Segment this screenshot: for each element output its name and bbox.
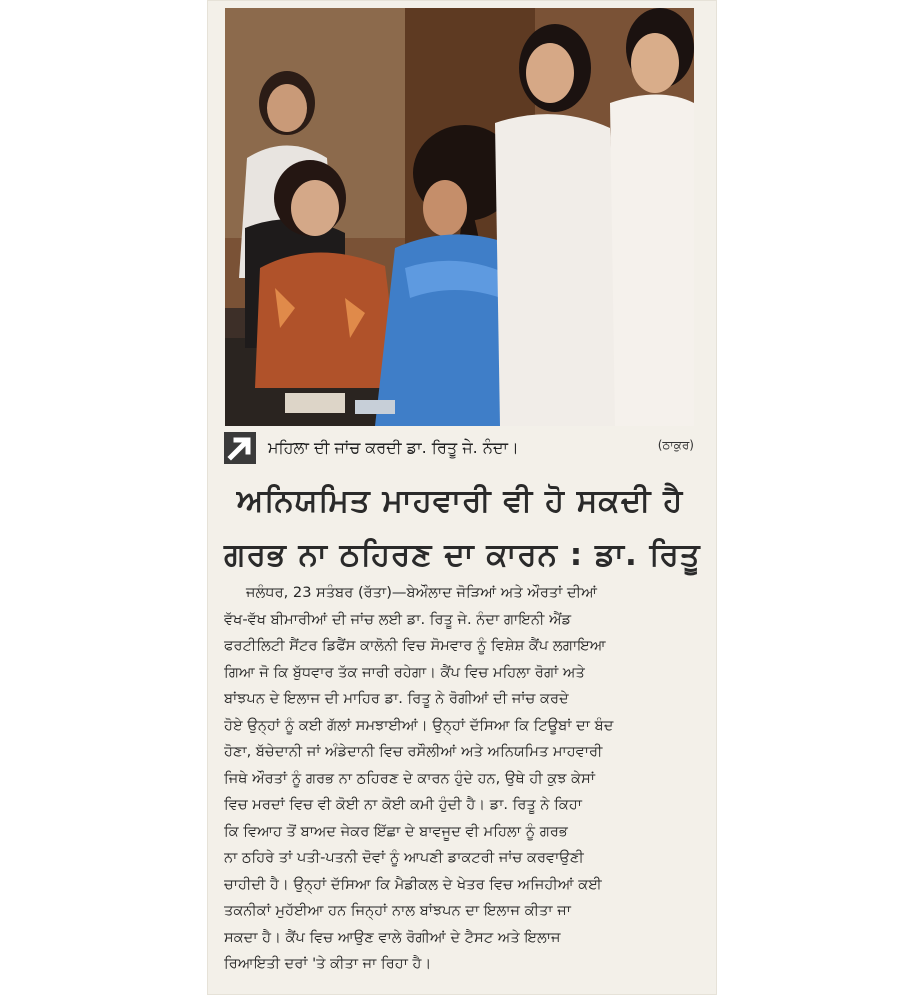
body-line: ਫਰਟੀਲਿਟੀ ਸੈਂਟਰ ਡਿਫੈਂਸ ਕਾਲੋਨੀ ਵਿਚ ਸੋਮਵਾਰ ਨੂੰ ਵਿਸ਼ੇਸ਼ ਕੈਂਪ ਲਗਾਇਆ <box>224 637 606 654</box>
headline-line-1: ਅਨਿਯਮਿਤ ਮਾਹਵਾਰੀ ਵੀ ਹੋ ਸਕਦੀ ਹੈ <box>236 483 684 519</box>
photo-caption-row <box>224 432 696 466</box>
photo-credit: (ਠਾਕੁਰ) <box>657 438 694 452</box>
headline-line-2: ਗਰਭ ਨਾ ਠਹਿਰਣ ਦਾ ਕਾਰਨ : ਡਾ. ਰਿਤੂ <box>224 537 701 573</box>
body-line: ਰਿਆਇਤੀ ਦਰਾਂ 'ਤੇ ਕੀਤਾ ਜਾ ਰਿਹਾ ਹੈ। <box>224 955 432 972</box>
news-photo <box>225 8 694 426</box>
photo-caption: ਮਹਿਲਾ ਦੀ ਜਾਂਚ ਕਰਦੀ ਡਾ. ਰਿਤੂ ਜੇ. ਨੰਦਾ। <box>268 438 519 457</box>
article-body <box>224 580 698 978</box>
body-line: ਵਿਚ ਮਰਦਾਂ ਵਿਚ ਵੀ ਕੋਈ ਨਾ ਕੋਈ ਕਮੀ ਹੁੰਦੀ ਹੈ। ਡਾ. ਰਿਤੂ ਨੇ ਕਿਹਾ <box>224 796 582 813</box>
body-line: ਬਾਂਝਪਨ ਦੇ ਇਲਾਜ ਦੀ ਮਾਹਿਰ ਡਾ. ਰਿਤੂ ਨੇ ਰੋਗੀਆਂ ਦੀ ਜਾਂਚ ਕਰਦੇ <box>224 690 569 707</box>
body-line: ਨਾ ਠਹਿਰੇ ਤਾਂ ਪਤੀ-ਪਤਨੀ ਦੋਵਾਂ ਨੂੰ ਆਪਣੀ ਡਾਕਟਰੀ ਜਾਂਚ ਕਰਵਾਉਣੀ <box>224 849 584 866</box>
body-line: ਜਲੰਧਰ, 23 ਸਤੰਬਰ (ਰੱਤਾ)—ਬੇਔਲਾਦ ਜੋੜਿਆਂ ਅਤੇ ਔਰਤਾਂ ਦੀਆਂ <box>246 584 597 601</box>
body-line: ਹੋਣਾ, ਬੱਚੇਦਾਨੀ ਜਾਂ ਅੰਡੇਦਾਨੀ ਵਿਚ ਰਸੌਲੀਆਂ ਅਤੇ ਅਨਿਯਮਿਤ ਮਾਹਵਾਰੀ <box>224 743 603 760</box>
body-line: ਜਿਥੇ ਔਰਤਾਂ ਨੂੰ ਗਰਭ ਨਾ ਠਹਿਰਣ ਦੇ ਕਾਰਨ ਹੁੰਦੇ ਹਨ, ਉਥੇ ਹੀ ਕੁਝ ਕੇਸਾਂ <box>224 769 595 787</box>
body-line: ਕਿ ਵਿਆਹ ਤੋਂ ਬਾਅਦ ਜੇਕਰ ਇੱਛਾ ਦੇ ਬਾਵਜੂਦ ਵੀ ਮਹਿਲਾ ਨੂੰ ਗਰਭ <box>224 822 568 840</box>
body-line: ਚਾਹੀਦੀ ਹੈ। ਉਨ੍ਹਾਂ ਦੱਸਿਆ ਕਿ ਮੈਡੀਕਲ ਦੇ ਖੇਤਰ ਵਿਚ ਅਜਿਹੀਆਂ ਕਈ <box>224 875 602 893</box>
headline <box>224 474 701 582</box>
body-line: ਵੱਖ-ਵੱਖ ਬੀਮਾਰੀਆਂ ਦੀ ਜਾਂਚ ਲਈ ਡਾ. ਰਿਤੂ ਜੇ. ਨੰਦਾ ਗਾਇਨੀ ਐਂਡ <box>224 610 572 628</box>
body-line: ਹੋਏ ਉਨ੍ਹਾਂ ਨੂੰ ਕਈ ਗੱਲਾਂ ਸਮਝਾਈਆਂ। ਉਨ੍ਹਾਂ ਦੱਸਿਆ ਕਿ ਟਿਊਬਾਂ ਦਾ ਬੰਦ <box>224 716 614 734</box>
body-line: ਸਕਦਾ ਹੈ। ਕੈਂਪ ਵਿਚ ਆਉਣ ਵਾਲੇ ਰੋਗੀਆਂ ਦੇ ਟੈਸਟ ਅਤੇ ਇਲਾਜ <box>224 928 561 946</box>
body-line: ਤਕਨੀਕਾਂ ਮੁਹੱਈਆ ਹਨ ਜਿਨ੍ਹਾਂ ਨਾਲ ਬਾਂਝਪਨ ਦਾ ਇਲਾਜ ਕੀਤਾ ਜਾ <box>224 902 571 919</box>
body-line: ਗਿਆ ਜੋ ਕਿ ਬੁੱਧਵਾਰ ਤੱਕ ਜਾਰੀ ਰਹੇਗਾ। ਕੈਂਪ ਵਿਚ ਮਹਿਲਾ ਰੋਗਾਂ ਅਤੇ <box>224 663 585 681</box>
photo-illustration <box>225 8 694 426</box>
arrow-icon <box>224 432 256 464</box>
